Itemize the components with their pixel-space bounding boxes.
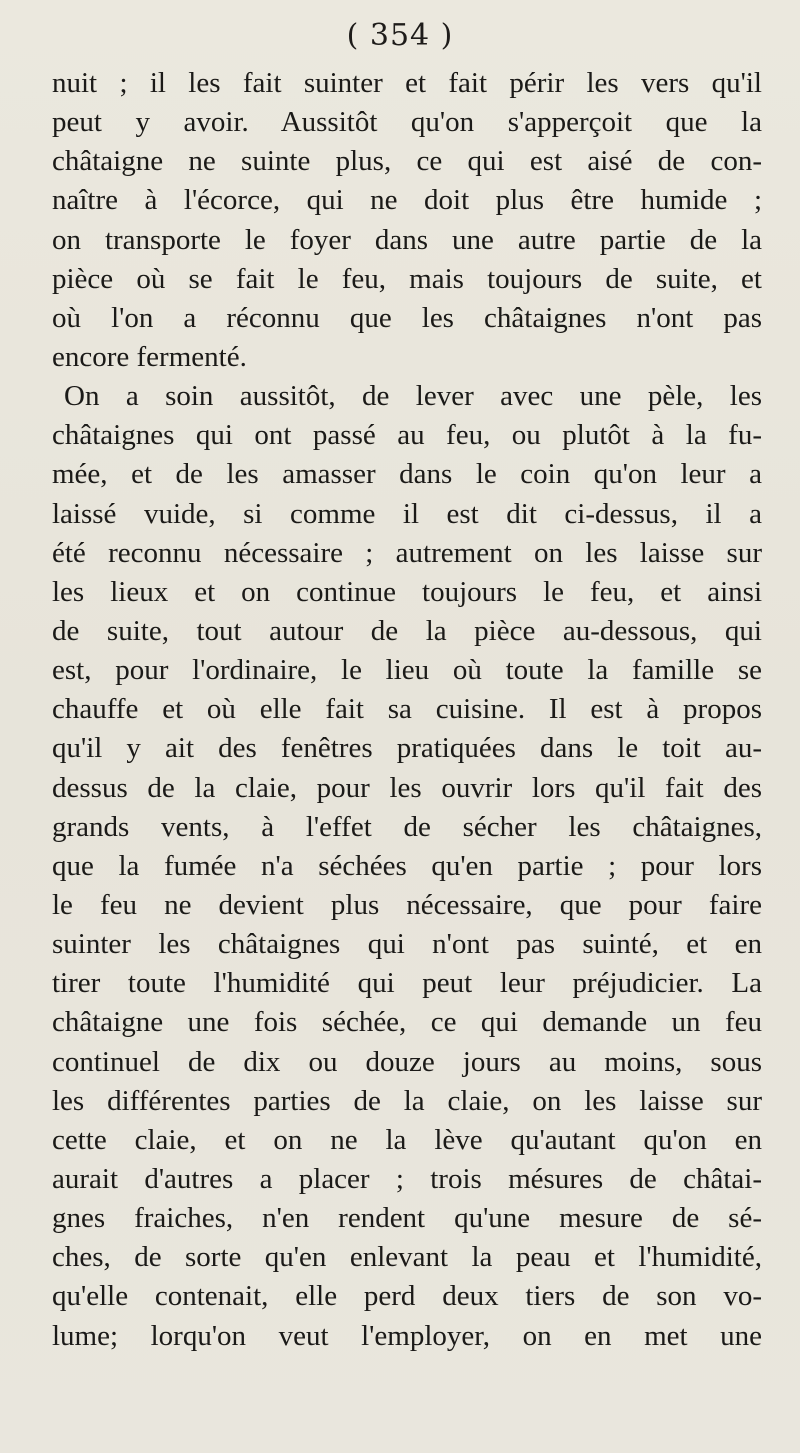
text-line: mée, et de les amasser dans le coin qu'on leur a: [52, 458, 762, 491]
page-number: ( 354 ): [346, 18, 454, 53]
text-line: châtaigne ne suinte plus, ce qui est aisé de con-: [52, 145, 762, 178]
text-line: grands vents, à l'effet de sécher les châtaignes,: [52, 810, 762, 843]
text-line: nuit ; il les fait suinter et fait périr les vers qu'il: [52, 67, 762, 99]
text-line: est, pour l'ordinaire, le lieu où toute la famille se: [52, 654, 762, 687]
text-line: où l'on a réconnu que les châtaignes n'ont pas: [52, 301, 762, 334]
text-line: encore fermenté.: [52, 340, 247, 373]
text-line: chauffe et où elle fait sa cuisine. Il est à propos: [52, 693, 762, 726]
text-line: châtaignes qui ont passé au feu, ou plutôt à la fu-: [52, 419, 762, 452]
text-line: lume; lorqu'on veut l'employer, on en met une: [52, 1319, 762, 1352]
text-line: on transporte le foyer dans une autre partie de la: [52, 223, 762, 256]
text-line: les lieux et on continue toujours le feu, et ainsi: [52, 575, 762, 608]
text-line: châtaigne une fois séchée, ce qui demande un feu: [52, 1006, 762, 1039]
text-line: peut y avoir. Aussitôt qu'on s'apperçoit que la: [52, 106, 762, 139]
text-line: cette claie, et on ne la lève qu'autant qu'on en: [52, 1123, 762, 1156]
text-line: le feu ne devient plus nécessaire, que pour faire: [52, 888, 762, 921]
text-line: qu'il y ait des fenêtres pratiquées dans le toit au-: [52, 732, 762, 765]
text-line: tirer toute l'humidité qui peut leur préjudicier. La: [52, 967, 762, 1000]
text-line: qu'elle contenait, elle perd deux tiers de son vo-: [52, 1280, 762, 1313]
text-line: On a soin aussitôt, de lever avec une pèle, les: [64, 380, 762, 413]
text-line: naître à l'écorce, qui ne doit plus être humide ;: [52, 184, 762, 217]
text-line: pièce où se fait le feu, mais toujours de suite, et: [52, 262, 762, 295]
text-line: suinter les châtaignes qui n'ont pas suinté, et en: [52, 928, 762, 961]
body-text: [52, 64, 762, 1356]
text-line: ches, de sorte qu'en enlevant la peau et l'humidité,: [52, 1241, 762, 1274]
text-line: continuel de dix ou douze jours au moins, sous: [52, 1045, 762, 1078]
text-line: que la fumée n'a séchées qu'en partie ; pour lors: [52, 849, 762, 882]
text-line: de suite, tout autour de la pièce au-dessous, qui: [52, 614, 762, 647]
text-line: été reconnu nécessaire ; autrement on les laisse sur: [52, 536, 762, 569]
text-line: dessus de la claie, pour les ouvrir lors qu'il fait des: [52, 771, 762, 804]
text-line: les différentes parties de la claie, on les laisse sur: [52, 1084, 762, 1117]
text-line: aurait d'autres a placer ; trois mésures de châtai-: [52, 1162, 762, 1195]
text-line: laissé vuide, si comme il est dit ci-dessus, il a: [52, 497, 762, 530]
text-line: gnes fraiches, n'en rendent qu'une mesure de sé-: [52, 1202, 762, 1235]
